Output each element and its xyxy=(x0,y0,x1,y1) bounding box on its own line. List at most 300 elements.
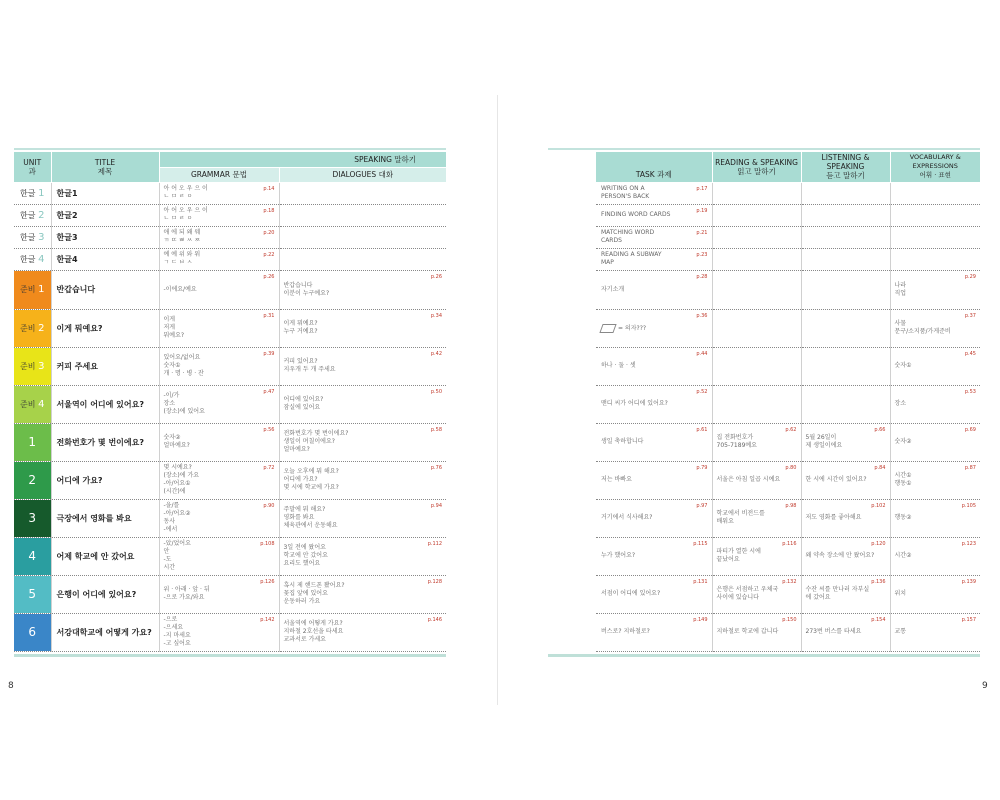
reading-cell xyxy=(712,575,801,613)
page-ref: p.26 xyxy=(263,273,275,280)
table-row xyxy=(14,423,446,461)
page-ref: p.76 xyxy=(430,464,443,471)
table-row xyxy=(596,575,980,613)
unit-number: 3 xyxy=(38,231,45,243)
grammar-text: 예 예 위 와 워 ㄱ ㄷ ㅂ ㅅ xyxy=(163,251,201,266)
unit-prefix: 준비 xyxy=(20,399,36,409)
vocab-cell-text: 행동② xyxy=(894,514,912,521)
page-ref: p.102 xyxy=(871,502,886,509)
page-ref: p.56 xyxy=(263,426,275,433)
grammar-cell xyxy=(159,248,279,270)
dialogue-text: 이게 뭐예요? 누구 거예요? xyxy=(283,320,318,335)
task-text: 누가 했어요? xyxy=(601,552,636,559)
task-cell xyxy=(596,248,712,270)
listening-cell xyxy=(801,499,890,537)
table-row xyxy=(14,248,446,270)
grammar-cell xyxy=(159,270,279,309)
listening-cell xyxy=(801,347,890,385)
grammar-cell xyxy=(159,461,279,499)
unit-prefix: 한글 xyxy=(20,210,36,220)
unit-prefix: 한글 xyxy=(20,254,36,264)
vocab-cell xyxy=(890,499,980,537)
unit-cell xyxy=(14,537,51,575)
page-ref: p.79 xyxy=(696,464,708,471)
dialogue-cell xyxy=(279,309,446,347)
page-ref: p.62 xyxy=(785,426,797,433)
table-row xyxy=(14,347,446,385)
page-ref: p.80 xyxy=(785,464,797,471)
box-icon xyxy=(599,324,616,333)
vocab-cell xyxy=(890,248,980,270)
unit-number: 4 xyxy=(38,398,45,410)
task-cell xyxy=(596,385,712,423)
page-ref: p.31 xyxy=(263,312,275,319)
dialogue-cell xyxy=(279,423,446,461)
contents-table-left xyxy=(14,152,446,652)
reading-cell-text: 서울은 아침 일곱 시예요 xyxy=(716,476,781,483)
vocab-cell xyxy=(890,182,980,204)
grammar-text: 아 어 오 우 으 이 ㄴ ㅁ ㄹ ㅇ xyxy=(163,185,208,200)
task-cell xyxy=(596,575,712,613)
task-cell xyxy=(596,423,712,461)
table-row xyxy=(596,423,980,461)
unit-title: 서강대학교에 어떻게 가요? xyxy=(51,613,159,651)
page-ref: p.139 xyxy=(961,578,976,585)
grammar-cell xyxy=(159,499,279,537)
table-row xyxy=(596,182,980,204)
task-cell xyxy=(596,226,712,248)
speaking-header: SPEAKING 말하기 xyxy=(159,152,446,167)
page-ref: p.36 xyxy=(696,312,708,319)
unit-title: 어디에 가요? xyxy=(51,461,159,499)
vocab-cell xyxy=(890,270,980,309)
bottom-rule xyxy=(548,654,980,657)
dialogue-cell xyxy=(279,461,446,499)
unit-number: 5 xyxy=(28,587,37,601)
reading-cell xyxy=(712,537,801,575)
unit-title: 서울역이 어디에 있어요? xyxy=(51,385,159,423)
listening-cell xyxy=(801,537,890,575)
page-ref: p.157 xyxy=(961,616,976,623)
unit-number: 6 xyxy=(28,625,37,639)
grammar-cell xyxy=(159,613,279,651)
reading-cell-text: 은행은 서점하고 우체국 사이에 있습니다 xyxy=(716,586,779,601)
unit-title: 반갑습니다 xyxy=(51,270,159,309)
table-row xyxy=(596,385,980,423)
listening-header: LISTENING & SPEAKING 듣고 말하기 xyxy=(801,152,890,182)
grammar-text: 위 · 아래 · 앞 · 뒤 -으로 가요/와요 xyxy=(163,586,210,601)
page-ref: p.90 xyxy=(263,502,275,509)
table-row xyxy=(14,309,446,347)
vocab-cell-text: 사물 문구/소지품/가게준비 xyxy=(894,320,951,335)
table-row xyxy=(14,537,446,575)
page-ref: p.94 xyxy=(430,502,443,509)
unit-cell xyxy=(14,613,51,651)
page-number-left: 8 xyxy=(8,681,14,691)
unit-cell xyxy=(14,347,51,385)
task-cell xyxy=(596,613,712,651)
page-ref: p.97 xyxy=(696,502,708,509)
task-text: 저는 바빠요 xyxy=(601,476,632,483)
page-ref: p.20 xyxy=(263,229,275,236)
reading-cell-text: 집 전화번호가 705-7189예요 xyxy=(716,434,757,449)
unit-number: 2 xyxy=(38,322,45,334)
unit-prefix: 준비 xyxy=(20,285,36,294)
dialogue-cell xyxy=(279,347,446,385)
vocab-cell xyxy=(890,309,980,347)
task-cell xyxy=(596,204,712,226)
dialogue-cell xyxy=(279,248,446,270)
unit-cell xyxy=(14,248,51,270)
vocab-cell xyxy=(890,575,980,613)
left-page xyxy=(0,0,496,800)
task-text: 생일 축하합니다 xyxy=(601,438,644,445)
vocab-cell-text: 교통 xyxy=(894,628,907,635)
task-text: 맨디 씨가 어디에 있어요? xyxy=(601,400,668,407)
reading-cell-text: 학교에서 비전드를 배워요 xyxy=(716,510,765,525)
listening-cell-text: 5월 26일이 제 생일이에요 xyxy=(805,434,843,449)
dialogue-text: 오늘 오후에 뭐 해요? 어디에 가요? 몇 시에 학교에 가요? xyxy=(283,468,339,491)
grammar-text: 몇 시예요? (장소)에 가요 -아/어요① (시간)에 xyxy=(163,464,200,495)
task-text: FINDING WORD CARDS xyxy=(601,211,671,218)
task-cell xyxy=(596,347,712,385)
page-ref: p.22 xyxy=(263,251,275,258)
table-row xyxy=(596,226,980,248)
page-ref: p.17 xyxy=(696,185,708,192)
grammar-text: 숫자② 얼마예요? xyxy=(163,434,190,449)
unit-title: 전화번호가 몇 번이에요? xyxy=(51,423,159,461)
page-ref: p.18 xyxy=(263,207,275,214)
grammar-text: -았/었어요 안 -도 시간 xyxy=(163,540,191,571)
table-row xyxy=(596,499,980,537)
grammar-text: -이/가 장소 (장소)에 있어요 xyxy=(163,392,205,415)
unit-cell xyxy=(14,182,51,204)
grammar-cell xyxy=(159,226,279,248)
page-ref: p.47 xyxy=(263,388,275,395)
page-ref: p.69 xyxy=(964,426,976,433)
grammar-text: -이에요/예요 xyxy=(163,285,197,293)
unit-title: 극장에서 영화를 봐요 xyxy=(51,499,159,537)
task-text: 거기에서 식사해요? xyxy=(601,514,653,521)
page-ref: p.21 xyxy=(696,229,708,236)
table-row xyxy=(14,575,446,613)
page-ref: p.45 xyxy=(964,350,976,357)
vocab-cell xyxy=(890,613,980,651)
dialogues-header: DIALOGUES 대화 xyxy=(279,167,446,182)
dialogue-text: 혹시 제 핸드폰 봤어요? 꽃집 앞에 있어요 운동하러 가요 xyxy=(283,582,345,605)
page-ref: p.136 xyxy=(871,578,886,585)
unit-cell xyxy=(14,575,51,613)
page-ref: p.28 xyxy=(696,273,708,280)
page-ref: p.72 xyxy=(263,464,275,471)
task-cell xyxy=(596,537,712,575)
grammar-text: 애 에 되 왜 웨 ㄲ ㄸ ㅃ ㅆ ㅉ xyxy=(163,229,201,244)
dialogue-text: 어디에 있어요? 잠실에 있어요 xyxy=(283,396,324,411)
page-ref: p.61 xyxy=(696,426,708,433)
task-text: READING A SUBWAY MAP xyxy=(601,251,662,266)
unit-prefix: 준비 xyxy=(20,361,36,371)
page-ref: p.98 xyxy=(785,502,797,509)
table-row xyxy=(14,385,446,423)
top-rule xyxy=(14,148,446,150)
table-row xyxy=(596,347,980,385)
page-ref: p.108 xyxy=(260,540,275,547)
page-ref: p.50 xyxy=(430,388,443,395)
task-text: 자기소개 xyxy=(601,285,625,293)
reading-cell xyxy=(712,309,801,347)
dialogue-cell xyxy=(279,537,446,575)
unit-cell xyxy=(14,309,51,347)
grammar-text: -을/를 -아/어요② 동사 -에서 xyxy=(163,502,191,533)
table-row xyxy=(14,499,446,537)
dialogue-cell xyxy=(279,182,446,204)
vocab-header: VOCABULARY & EXPRESSIONS 어휘 · 표현 xyxy=(890,152,980,182)
task-text: 하나 · 둘 · 셋 xyxy=(601,362,636,369)
table-row xyxy=(14,204,446,226)
unit-cell xyxy=(14,226,51,248)
vocab-cell xyxy=(890,461,980,499)
task-cell xyxy=(596,461,712,499)
page-ref: p.39 xyxy=(263,350,275,357)
unit-title: 한글1 xyxy=(51,182,159,204)
dialogue-text: 반갑습니다 이분이 누구예요? xyxy=(283,281,330,297)
grammar-text: 아 어 오 우 으 이 ㄴ ㅁ ㄹ ㅇ xyxy=(163,207,208,222)
reading-cell xyxy=(712,347,801,385)
reading-cell xyxy=(712,248,801,270)
page-ref: p.26 xyxy=(430,273,443,280)
unit-cell xyxy=(14,423,51,461)
listening-cell xyxy=(801,309,890,347)
grammar-cell xyxy=(159,423,279,461)
unit-prefix: 한글 xyxy=(20,232,36,242)
page-ref: p.53 xyxy=(964,388,976,395)
page-ref: p.29 xyxy=(964,273,976,280)
listening-cell-text: 273번 버스를 타세요 xyxy=(805,628,862,635)
unit-title: 은행이 어디에 있어요? xyxy=(51,575,159,613)
page-ref: p.19 xyxy=(696,207,708,214)
unit-title: 어제 학교에 안 갔어요 xyxy=(51,537,159,575)
reading-cell xyxy=(712,204,801,226)
task-cell xyxy=(596,499,712,537)
dialogue-text: 3일 전에 왔어요 학교에 안 갔어요 요리도 했어요 xyxy=(283,544,328,567)
unit-title: 커피 주세요 xyxy=(51,347,159,385)
unit-number: 3 xyxy=(28,511,37,525)
bottom-rule xyxy=(14,654,446,657)
dialogue-cell xyxy=(279,385,446,423)
unit-title: 한글3 xyxy=(51,226,159,248)
vocab-cell xyxy=(890,537,980,575)
unit-title: 한글4 xyxy=(51,248,159,270)
unit-number: 4 xyxy=(28,549,37,563)
unit-number: 1 xyxy=(38,187,45,199)
page-ref: p.44 xyxy=(696,350,708,357)
unit-number: 4 xyxy=(38,253,45,265)
dialogue-cell xyxy=(279,204,446,226)
dialogue-cell xyxy=(279,613,446,651)
listening-cell xyxy=(801,613,890,651)
unit-cell xyxy=(14,461,51,499)
listening-cell xyxy=(801,182,890,204)
table-row xyxy=(596,204,980,226)
page-ref: p.112 xyxy=(427,540,443,547)
unit-number: 2 xyxy=(38,209,45,221)
vocab-cell xyxy=(890,347,980,385)
task-text: 서점이 어디에 있어요? xyxy=(601,590,661,597)
vocab-cell-text: 숫자① xyxy=(894,362,912,369)
table-row xyxy=(596,461,980,499)
dialogue-cell xyxy=(279,226,446,248)
unit-number: 2 xyxy=(28,473,37,487)
table-row xyxy=(596,270,980,309)
dialogue-text: 전화번호가 몇 번이에요? 생일이 며칠이에요? 얼마예요? xyxy=(283,430,349,453)
unit-header: UNIT 과 xyxy=(14,152,51,182)
reading-cell-text: 지하철로 학교에 갑니다 xyxy=(716,628,779,635)
dialogue-cell xyxy=(279,499,446,537)
reading-cell xyxy=(712,226,801,248)
grammar-cell xyxy=(159,204,279,226)
top-rule xyxy=(548,148,980,150)
task-text: = 의자??? xyxy=(618,324,647,332)
grammar-cell xyxy=(159,309,279,347)
grammar-text: -으로 -으세요 -지 마세요 -고 싶어요 xyxy=(163,616,191,647)
reading-header: READING & SPEAKING 읽고 말하기 xyxy=(712,152,801,182)
grammar-cell xyxy=(159,575,279,613)
page-ref: p.126 xyxy=(260,578,275,585)
unit-number: 1 xyxy=(38,284,45,295)
reading-cell xyxy=(712,461,801,499)
reading-cell xyxy=(712,423,801,461)
listening-cell xyxy=(801,385,890,423)
listening-cell xyxy=(801,204,890,226)
page-ref: p.149 xyxy=(693,616,708,623)
page-ref: p.66 xyxy=(874,426,886,433)
dialogue-text: 커피 있어요? 지우개 두 개 주세요 xyxy=(283,358,336,373)
page-ref: p.142 xyxy=(260,616,275,623)
grammar-text: 있어요/없어요 숫자① 개 · 명 · 병 · 잔 xyxy=(163,354,204,377)
dialogue-text: 주말에 뭐 해요? 영화를 봐요 체육관에서 운동해요 xyxy=(283,506,338,529)
unit-title: 한글2 xyxy=(51,204,159,226)
unit-prefix: 한글 xyxy=(20,188,36,198)
dialogue-text: 서울역에 어떻게 가요? 지하철 2호선을 타세요 교과서로 가세요 xyxy=(283,620,344,643)
unit-number: 1 xyxy=(28,435,37,449)
vocab-cell xyxy=(890,385,980,423)
page-ref: p.14 xyxy=(263,185,275,192)
table-row xyxy=(596,309,980,347)
grammar-text: 이게 저게 뭐예요? xyxy=(163,316,185,339)
grammar-cell xyxy=(159,385,279,423)
page-ref: p.87 xyxy=(964,464,976,471)
page-ref: p.23 xyxy=(696,251,708,258)
reading-cell xyxy=(712,270,801,309)
page-ref: p.120 xyxy=(871,540,886,547)
page-number-right: 9 xyxy=(982,681,988,691)
page-ref: p.123 xyxy=(961,540,976,547)
listening-cell xyxy=(801,423,890,461)
page-ref: p.37 xyxy=(964,312,976,319)
listening-cell xyxy=(801,248,890,270)
vocab-cell-text: 위치 xyxy=(894,590,907,597)
page-ref: p.131 xyxy=(693,578,708,585)
table-row xyxy=(596,537,980,575)
vocab-cell-text: 숫자② xyxy=(894,438,912,445)
unit-title: 이게 뭐예요? xyxy=(51,309,159,347)
listening-cell-text: 한 시에 시간이 있어요? xyxy=(805,476,867,483)
listening-cell xyxy=(801,270,890,309)
task-text: MATCHING WORD CARDS xyxy=(601,229,655,244)
book-spine xyxy=(497,95,498,705)
vocab-cell xyxy=(890,226,980,248)
table-row xyxy=(14,613,446,651)
grammar-cell xyxy=(159,537,279,575)
listening-cell xyxy=(801,461,890,499)
page-ref: p.42 xyxy=(430,350,443,357)
page-ref: p.154 xyxy=(871,616,886,623)
table-row xyxy=(14,226,446,248)
listening-cell-text: 왜 약속 장소에 안 왔어요? xyxy=(805,552,875,559)
vocab-cell-text: 시간② xyxy=(894,552,912,559)
page-ref: p.132 xyxy=(782,578,797,585)
task-cell xyxy=(596,309,712,347)
table-row xyxy=(14,270,446,309)
grammar-cell xyxy=(159,182,279,204)
reading-cell xyxy=(712,499,801,537)
vocab-cell-text: 시간① 행동① xyxy=(894,472,912,487)
unit-cell xyxy=(14,499,51,537)
table-row xyxy=(596,613,980,651)
unit-cell xyxy=(14,385,51,423)
grammar-header: GRAMMAR 문법 xyxy=(159,167,279,182)
vocab-cell xyxy=(890,204,980,226)
listening-cell-text: 수잔 씨를 만나러 자부실 에 갔어요 xyxy=(805,586,870,601)
page-ref: p.115 xyxy=(693,540,708,547)
table-row xyxy=(14,461,446,499)
grammar-cell xyxy=(159,347,279,385)
vocab-cell xyxy=(890,423,980,461)
page-ref: p.58 xyxy=(430,426,443,433)
task-text: 버스로? 지하철로? xyxy=(601,628,650,635)
listening-cell-text: 저도 영화를 좋아해요 xyxy=(805,514,862,521)
unit-cell xyxy=(14,204,51,226)
unit-number: 3 xyxy=(38,360,45,372)
reading-cell xyxy=(712,613,801,651)
page-ref: p.150 xyxy=(782,616,797,623)
table-row xyxy=(596,248,980,270)
listening-cell xyxy=(801,226,890,248)
reading-cell xyxy=(712,385,801,423)
listening-cell xyxy=(801,575,890,613)
page-ref: p.52 xyxy=(696,388,708,395)
unit-prefix: 준비 xyxy=(20,323,36,333)
unit-cell xyxy=(14,270,51,309)
title-header: TITLE 제목 xyxy=(51,152,159,182)
dialogue-cell xyxy=(279,575,446,613)
page-ref: p.34 xyxy=(430,312,443,319)
vocab-cell-text: 장소 xyxy=(894,400,907,407)
table-row xyxy=(14,182,446,204)
dialogue-cell xyxy=(279,270,446,309)
page-ref: p.84 xyxy=(874,464,886,471)
reading-cell-text: 파티가 열한 시에 끝났어요 xyxy=(716,548,761,563)
contents-table-right xyxy=(596,152,980,652)
reading-cell xyxy=(712,182,801,204)
task-text: WRITING ON A PERSON'S BACK xyxy=(601,185,650,200)
right-page xyxy=(504,0,1000,800)
page-ref: p.128 xyxy=(427,578,443,585)
task-cell xyxy=(596,182,712,204)
task-header: TASK 과제 xyxy=(596,152,712,182)
page-ref: p.146 xyxy=(427,616,443,623)
page-ref: p.105 xyxy=(961,502,976,509)
